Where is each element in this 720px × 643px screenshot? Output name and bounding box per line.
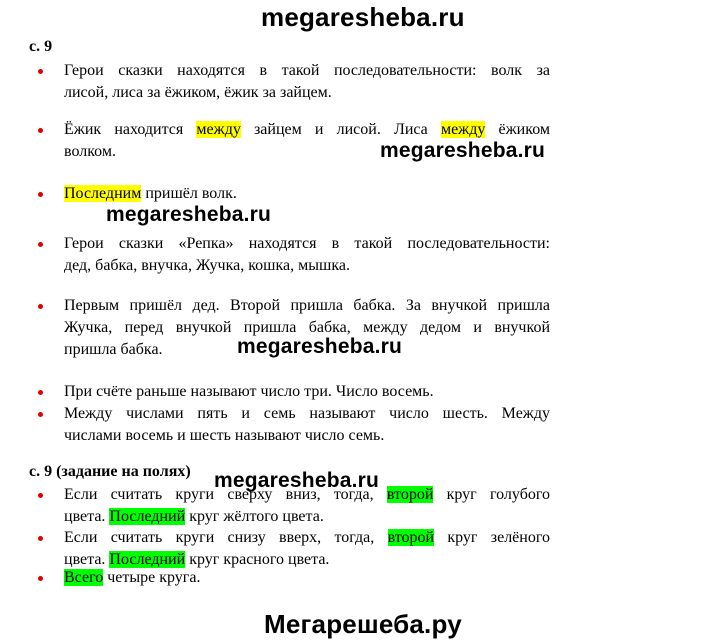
item-text: Последним пришёл волк. bbox=[64, 185, 237, 202]
item-text: Между числами пять и семь называют число шесть. Между bbox=[64, 405, 550, 422]
item-text: Если считать круги снизу вверх, тогда, второй круг зелёного bbox=[64, 529, 551, 546]
watermark: megaresheba.ru bbox=[106, 203, 272, 226]
watermark-bottom: Мегарешеба.ру bbox=[264, 609, 462, 639]
list-item bbox=[38, 381, 550, 403]
item-text: числами восемь и шесть называют число семь. bbox=[64, 427, 385, 444]
bullet-icon bbox=[38, 412, 43, 417]
list-item bbox=[38, 295, 550, 361]
list-item bbox=[38, 567, 550, 589]
item-text: дед, бабка, внучка, Жучка, кошка, мышка. bbox=[64, 257, 350, 274]
item-text: пришла бабка. bbox=[64, 341, 163, 358]
item-text: Герои сказки находятся в такой последовательности: волк за bbox=[64, 62, 550, 79]
list-item bbox=[38, 60, 550, 104]
watermark: megaresheba.ru bbox=[214, 469, 380, 492]
item-text: Ёжик находится между зайцем и лисой. Лиса между ёжиком bbox=[64, 121, 551, 138]
list-item bbox=[38, 527, 550, 571]
bullet-icon bbox=[38, 536, 43, 541]
highlight: Последний bbox=[109, 551, 186, 568]
highlight: Последний bbox=[109, 508, 186, 525]
item-text: При счёте раньше называют число три. Число восемь. bbox=[64, 383, 434, 400]
list-item bbox=[38, 484, 550, 528]
watermark: megaresheba.ru bbox=[380, 139, 546, 162]
bullet-icon bbox=[38, 128, 43, 133]
item-text: цвета. Последний круг жёлтого цвета. bbox=[64, 508, 324, 525]
highlight: между bbox=[196, 121, 241, 138]
highlight: второй bbox=[387, 529, 435, 546]
item-text: Всего четыре круга. bbox=[64, 569, 201, 586]
item-text: Герои сказки «Репка» находятся в такой последовательности: bbox=[64, 235, 550, 252]
list-item bbox=[38, 403, 550, 447]
list-item bbox=[38, 119, 550, 163]
bullet-icon bbox=[38, 69, 43, 74]
watermark: megaresheba.ru bbox=[237, 335, 403, 358]
item-text: Жучка, перед внучкой пришла бабка, между дедом и внучкой bbox=[64, 319, 550, 336]
bullet-icon bbox=[38, 390, 43, 395]
bullet-icon bbox=[38, 493, 43, 498]
item-text: волком. bbox=[64, 143, 116, 160]
highlight: Последним bbox=[64, 185, 142, 202]
item-text: Если считать круги сверху вниз, тогда, второй круг голубого bbox=[64, 486, 551, 503]
item-text: цвета. Последний круг красного цвета. bbox=[64, 551, 330, 568]
highlight: второй bbox=[386, 486, 434, 503]
bullet-icon bbox=[38, 242, 43, 247]
list-item bbox=[38, 183, 550, 205]
bullet-icon bbox=[38, 576, 43, 581]
watermark-top: megaresheba.ru bbox=[261, 2, 465, 32]
highlight: между bbox=[440, 121, 486, 138]
item-text: Первым пришёл дед. Второй пришла бабка. За внучкой пришла bbox=[64, 297, 550, 314]
bullet-icon bbox=[38, 304, 43, 309]
list-item bbox=[38, 233, 550, 277]
section-heading: с. 9 (задание на полях) bbox=[29, 463, 191, 480]
section-heading: с. 9 bbox=[29, 38, 53, 55]
item-text: лисой, лиса за ёжиком, ёжик за зайцем. bbox=[64, 84, 332, 101]
highlight: Всего bbox=[64, 569, 104, 586]
bullet-icon bbox=[38, 192, 43, 197]
